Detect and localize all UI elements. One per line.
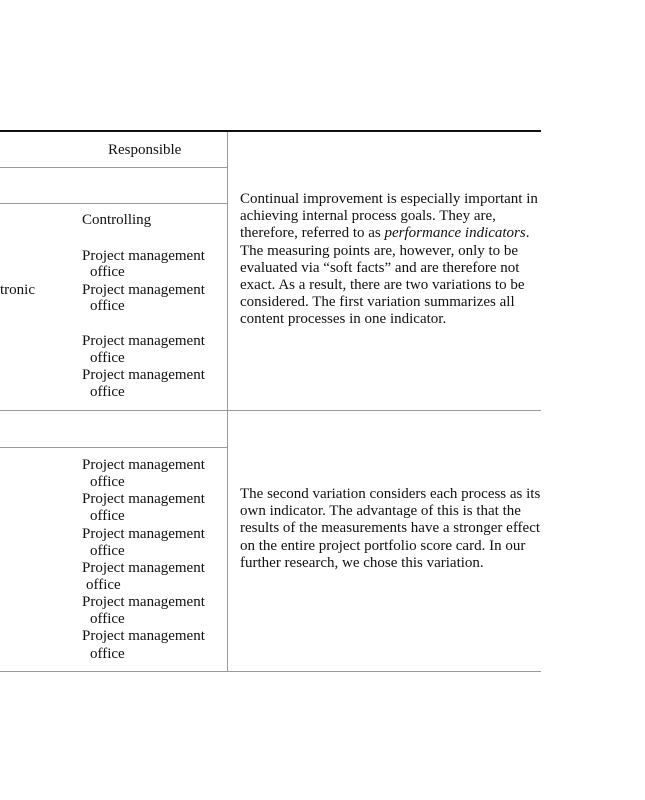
responsible-cell: Project management <box>82 526 205 542</box>
table-row-divider <box>0 167 227 168</box>
responsible-cell: Controlling <box>82 212 152 228</box>
table-section-divider <box>0 410 541 411</box>
column-header-responsible: Responsible <box>108 142 182 158</box>
responsible-cell: Project management <box>82 333 205 349</box>
table-row-divider <box>0 203 227 204</box>
responsible-cell-cont: office <box>90 298 125 314</box>
description-paragraph-2: The second variation considers each process as its own indicator. The advantage of this is that the results of the measurements have a stronger effect on the entire project portfolio score card. In our further research, we chose this variation. <box>240 486 541 571</box>
responsible-cell: Project management <box>82 248 205 264</box>
emphasis-term: performance indicators <box>384 225 526 242</box>
table-top-rule <box>0 130 541 132</box>
responsible-cell-cont: office <box>90 508 125 524</box>
responsible-cell: Project management <box>82 560 205 576</box>
table-column-divider <box>227 132 228 672</box>
responsible-cell-cont: office <box>90 646 125 662</box>
responsible-cell-cont: office <box>90 384 125 400</box>
responsible-cell: Project management <box>82 628 205 644</box>
responsible-cell: Project management <box>82 282 205 298</box>
responsible-cell: Project management <box>82 367 205 383</box>
responsible-cell-cont: office <box>90 611 125 627</box>
table-bottom-rule <box>0 671 541 672</box>
responsible-cell: Project management <box>82 457 205 473</box>
table-row-divider <box>0 447 227 448</box>
responsible-cell-cont: office <box>90 264 125 280</box>
responsible-cell: Project management <box>82 491 205 507</box>
responsible-cell-cont: office <box>86 577 121 593</box>
description-paragraph-1: Continual improvement is especially important in achieving internal process goals. They are, therefore, referred to as performance indicators. The measuring points are, however, only to be evaluated via “soft facts” and are therefore not exact. As a result, there are two variations to be considered. The first variation summarizes all content processes in one indicator. <box>240 191 538 328</box>
responsible-cell-cont: office <box>90 474 125 490</box>
responsible-cell: Project management <box>82 594 205 610</box>
responsible-cell-cont: office <box>90 543 125 559</box>
responsible-cell-cont: office <box>90 350 125 366</box>
clipped-cell-text: tronic <box>0 282 35 298</box>
